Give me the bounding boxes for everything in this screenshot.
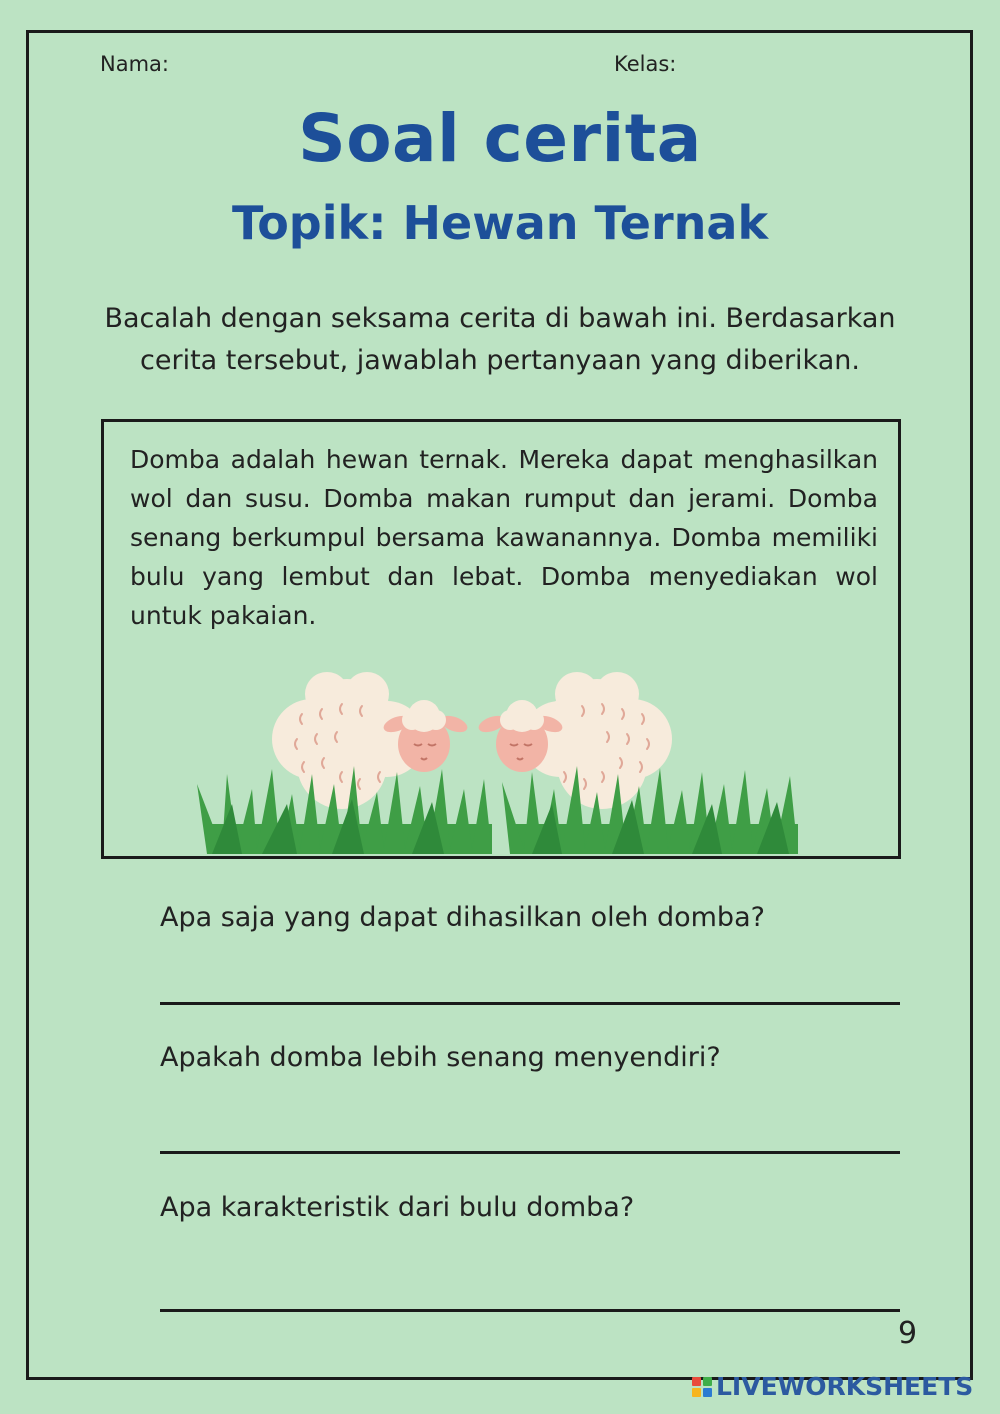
instructions-text: Bacalah dengan seksama cerita di bawah ini. Berdasarkan cerita tersebut, jawablah pertanyaan yang diberikan. [104,303,896,376]
story-box [101,419,901,859]
answer-line-1[interactable] [160,1002,900,1005]
answer-line-3[interactable] [160,1309,900,1312]
page-title: Soal cerita [298,100,702,177]
page-number: 9 [898,1316,918,1351]
class-label: Kelas: [614,52,677,76]
question-3: Apa karakteristik dari bulu domba? [160,1192,635,1223]
grass-icon [197,766,798,854]
question-2: Apakah domba lebih senang menyendiri? [160,1042,721,1073]
two-sheep-in-grass-illustration [192,654,812,858]
question-1: Apa saja yang dapat dihasilkan oleh domba? [160,902,765,933]
story-text: Domba adalah hewan ternak. Mereka dapat menghasilkan wol dan susu. Domba makan rumput dan jerami. Domba senang berkumpul bersama kawanannya. Domba memiliki bulu yang lembut dan lebat. Domba menyediakan wol untuk pakaian. [130,445,878,630]
watermark-text: LIVEWORKSHEETS [716,1372,974,1401]
topic-subtitle: Topik: Hewan Ternak [231,196,769,250]
name-label: Nama: [100,52,169,76]
liveworksheets-watermark [692,1372,973,1401]
liveworksheets-logo-icon [692,1377,712,1397]
answer-line-2[interactable] [160,1151,900,1154]
